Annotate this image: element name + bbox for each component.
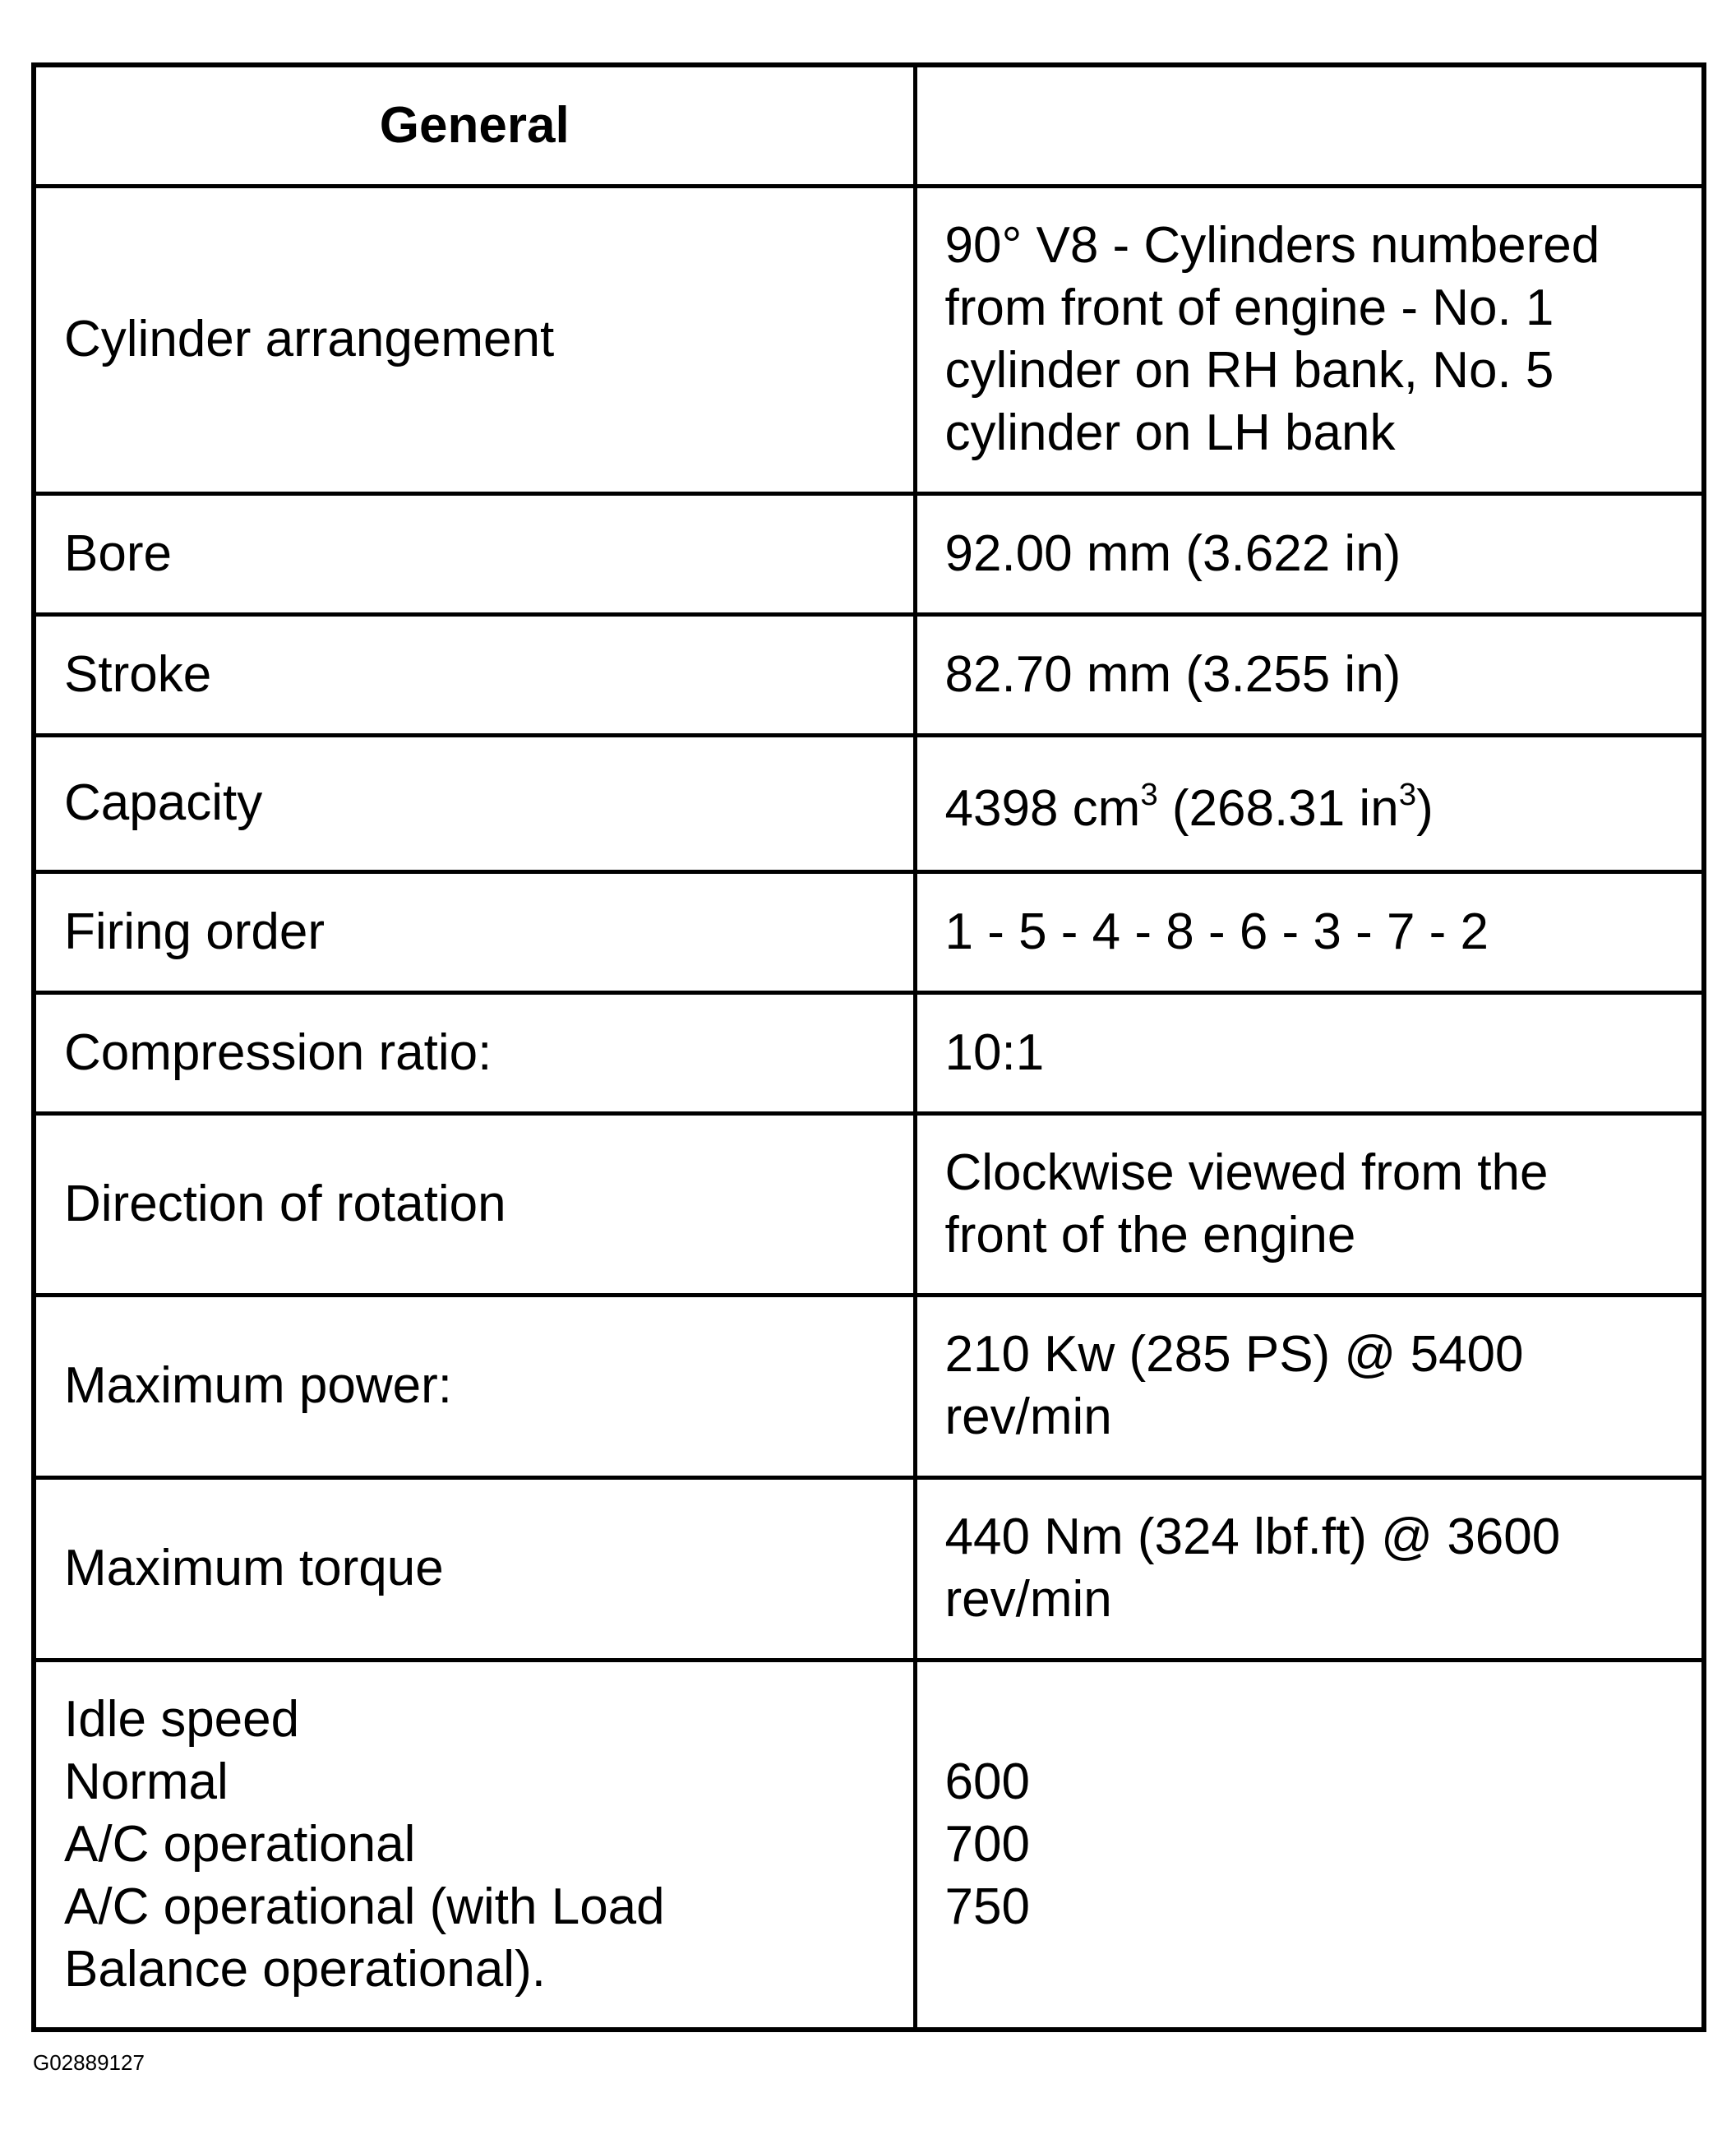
label-line: Bore: [64, 524, 172, 582]
value-line: 1 - 5 - 4 - 8 - 6 - 3 - 7 - 2: [944, 903, 1489, 960]
value-line: from front of engine - No. 1: [944, 280, 1554, 336]
row-label-bore: [34, 493, 915, 614]
value-line: rev/min: [944, 1388, 1112, 1445]
label-line: Idle speed: [64, 1690, 300, 1748]
row-value-cylinder-arrangement: [915, 186, 1704, 493]
value-line: 700: [944, 1815, 1030, 1873]
table-header-row: [34, 65, 1704, 186]
row-label-compression-ratio: [34, 992, 915, 1113]
row-value-idle-speed: [915, 1660, 1704, 2030]
value-line: rev/min: [944, 1571, 1112, 1628]
label-line: Firing order: [64, 903, 325, 960]
row-value-direction-of-rotation: [915, 1113, 1704, 1295]
label-line: Stroke: [64, 645, 212, 703]
row-value-maximum-torque: [915, 1477, 1704, 1660]
label-line: Normal: [64, 1753, 229, 1810]
capacity-imperial-close: ): [1416, 780, 1434, 837]
value-line: 440 Nm (324 lbf.ft) @ 3600: [944, 1508, 1561, 1565]
value-line: 600: [944, 1753, 1030, 1810]
table-row: [34, 493, 1704, 614]
label-line: Cylinder arrangement: [64, 311, 555, 367]
row-value-firing-order: [915, 871, 1704, 992]
table-row: [34, 614, 1704, 735]
row-label-maximum-power: [34, 1295, 915, 1477]
label-line: Compression ratio:: [64, 1023, 492, 1081]
header-blank: [915, 65, 1704, 186]
table-row: [34, 1477, 1704, 1660]
value-line: front of the engine: [944, 1206, 1356, 1264]
row-value-stroke: [915, 614, 1704, 735]
table-row: [34, 992, 1704, 1113]
row-label-capacity: [34, 735, 915, 871]
table-row: [34, 735, 1704, 871]
label-line: Maximum torque: [64, 1540, 444, 1596]
value-line: Clockwise viewed from the: [944, 1143, 1549, 1201]
value-line: 750: [944, 1878, 1030, 1935]
row-label-direction-of-rotation: [34, 1113, 915, 1295]
capacity-metric: 4398 cm: [944, 780, 1141, 837]
value-line: 82.70 mm (3.255 in): [944, 645, 1401, 703]
value-line: 10:1: [944, 1023, 1045, 1081]
row-value-maximum-power: [915, 1295, 1704, 1477]
row-label-cylinder-arrangement: [34, 186, 915, 493]
engine-specification-table: [31, 62, 1706, 2032]
capacity-metric-exponent: 3: [1140, 777, 1158, 813]
value-line: 210 Kw (285 PS) @ 5400: [944, 1326, 1524, 1383]
table-row: [34, 1660, 1704, 2030]
table-row: [34, 1295, 1704, 1477]
capacity-imperial-exponent: 3: [1398, 777, 1417, 813]
capacity-value: [945, 778, 1674, 840]
label-line: A/C operational: [64, 1815, 416, 1873]
row-label-maximum-torque: [34, 1477, 915, 1660]
label-line: Maximum power:: [64, 1357, 452, 1414]
figure-code: G02889127: [33, 2050, 145, 2075]
header-general: General: [34, 65, 915, 186]
row-value-compression-ratio: [915, 992, 1704, 1113]
row-value-bore: [915, 493, 1704, 614]
label-line: Balance operational).: [64, 1940, 546, 1998]
value-line: 92.00 mm (3.622 in): [944, 524, 1401, 582]
row-value-capacity: [915, 735, 1704, 871]
row-label-stroke: [34, 614, 915, 735]
row-label-idle-speed: [34, 1660, 915, 2030]
table-row: [34, 186, 1704, 493]
label-line: A/C operational (with Load: [64, 1878, 665, 1935]
value-line: cylinder on RH bank, No. 5: [944, 342, 1554, 399]
label-line: Direction of rotation: [64, 1175, 506, 1232]
row-label-firing-order: [34, 871, 915, 992]
value-line: cylinder on LH bank: [944, 404, 1396, 461]
table-row: [34, 871, 1704, 992]
value-line: 90° V8 - Cylinders numbered: [944, 217, 1600, 274]
capacity-imperial: (268.31 in: [1157, 780, 1399, 837]
table-row: [34, 1113, 1704, 1295]
label-line: Capacity: [64, 774, 263, 831]
